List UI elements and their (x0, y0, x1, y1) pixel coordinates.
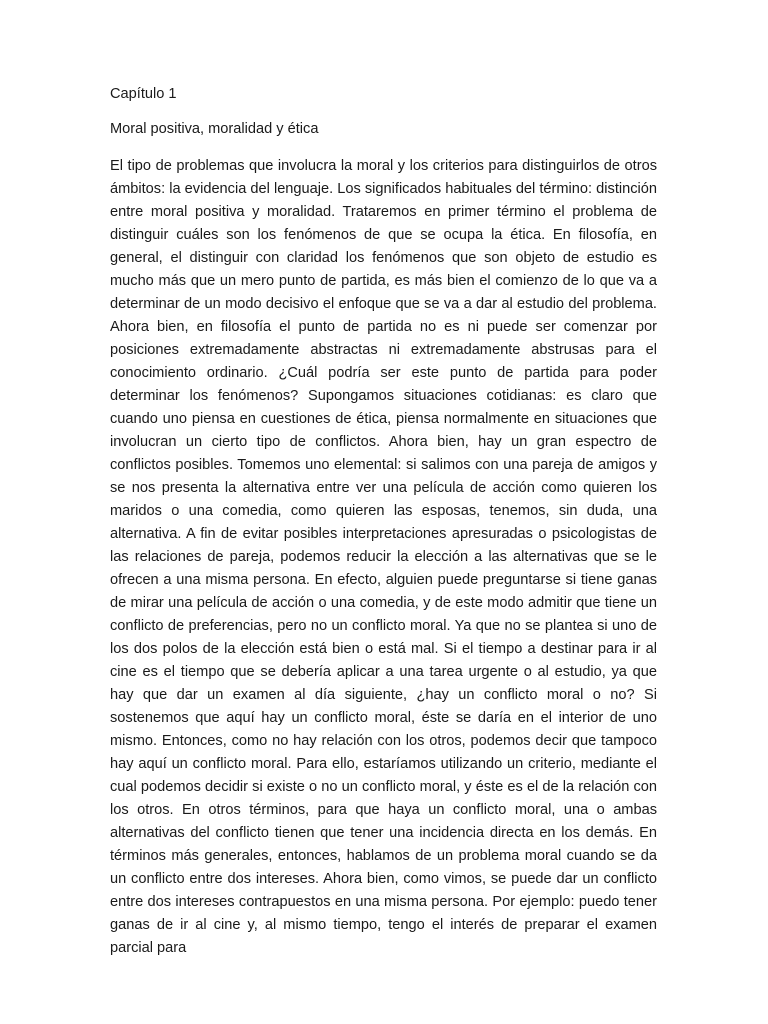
body-paragraph: El tipo de problemas que involucra la moral y los criterios para distinguirlos de otros ámbitos: la evidencia del lenguaje. Los significados habituales del término: distinción entre moral positiva y moralidad. Trataremos en primer término el problema de distinguir cuáles son los fenómenos de que se ocupa la ética. En filosofía, en general, el distinguir con claridad los fenómenos que son objeto de estudio es mucho más que un mero punto de partida, es más bien el comienzo de lo que va a determinar de un modo decisivo el enfoque que se va a dar al estudio del problema. Ahora bien, en filosofía el punto de partida no es ni puede ser comenzar por posiciones extremadamente abstractas ni extremadamente abstrusas para el conocimiento ordinario. ¿Cuál podría ser este punto de partida para poder determinar los fenómenos? Supongamos situaciones cotidianas: es claro que cuando uno piensa en cuestiones de ética, piensa normalmente en situaciones que involucran un cierto tipo de conflictos. Ahora bien, hay un gran espectro de conflictos posibles. Tomemos uno elemental: si salimos con una pareja de amigos y se nos presenta la alternativa entre ver una película de acción como quieren los maridos o una comedia, como quieren las esposas, tenemos, sin duda, una alternativa. A fin de evitar posibles interpretaciones apresuradas o psicologistas de las relaciones de pareja, podemos reducir la elección a las alternativas que se le ofrecen a una misma persona. En efecto, alguien puede preguntarse si tiene ganas de mirar una película de acción o una comedia, y de este modo admitir que tiene un conflicto de preferencias, pero no un conflicto moral. Ya que no se plantea si uno de los dos polos de la elección está bien o está mal. Si el tiempo a destinar para ir al cine es el tiempo que se debería aplicar a una tarea urgente o al estudio, ya que hay que dar un examen al día siguiente, ¿hay un conflicto moral o no? Si sostenemos que aquí hay un conflicto moral, éste se daría en el interior de uno mismo. Entonces, como no hay relación con los otros, podemos decir que tampoco hay aquí un conflicto moral. Para ello, estaríamos utilizando un criterio, mediante el cual podemos decidir si existe o no un conflicto moral, y éste es el de la relación con los otros. En otros términos, para que haya un conflicto moral, una o ambas alternativas del conflicto tienen que tener una incidencia directa en los demás. En términos más generales, entonces, hablamos de un problema moral cuando se da un conflicto entre dos intereses. Ahora bien, como vimos, se puede dar un conflicto entre dos intereses contrapuestos en una misma persona. Por ejemplo: puedo tener ganas de ir al cine y, al mismo tiempo, tengo el interés de preparar el examen parcial para (110, 158, 657, 956)
document-page (110, 83, 657, 960)
chapter-heading: Capítulo 1 (110, 86, 177, 102)
section-title: Moral positiva, moralidad y ética (110, 121, 319, 137)
